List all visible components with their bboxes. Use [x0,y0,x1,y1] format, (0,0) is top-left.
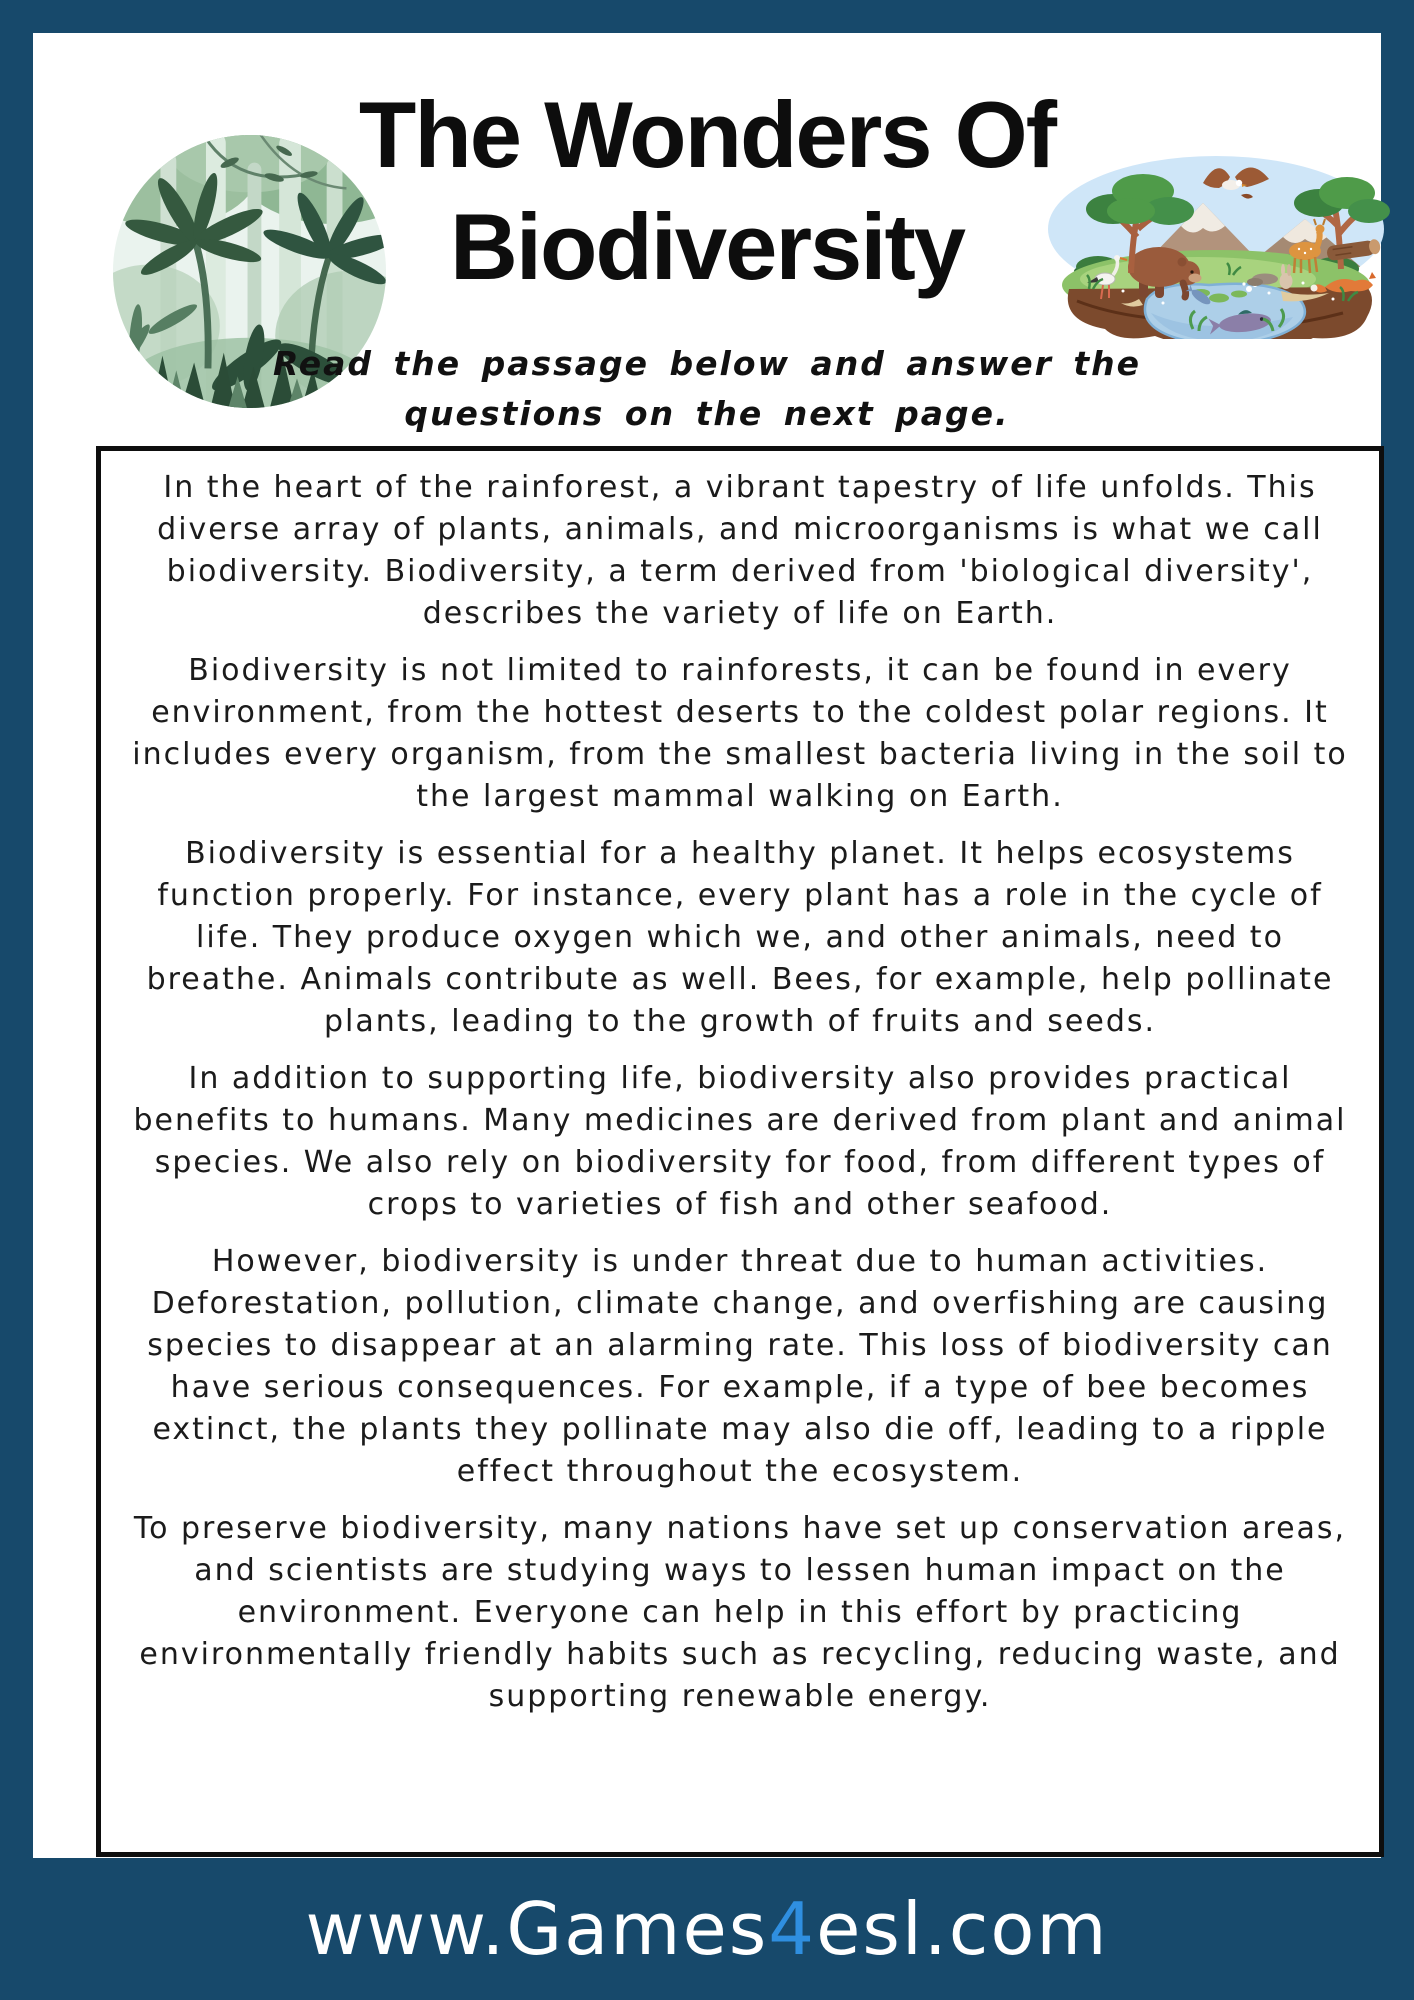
website-url [305,1887,1108,1971]
wildlife-scene-icon [1043,151,1395,339]
website-url-suffix: esl.com [816,1887,1109,1971]
instruction-text [33,339,1381,439]
website-url-prefix: www.Games [305,1887,769,1971]
wildlife-ecosystem-illustration [1043,151,1395,339]
passage-paragraph: However, biodiversity is under threat due to human activities. Deforestation, pollution, climate change, and overfishing are causing species to disappear at an alarming rate. This loss of biodiversity can have serious consequences. For example, if a type of bee becomes extinct, the plants they pollinate may also die off, leading to a ripple effect throughout the ecosystem. [147,1244,1333,1489]
worksheet-content-area [33,33,1381,1858]
passage-paragraph: Biodiversity is essential for a healthy planet. It helps ecosystems function properly. For instance, every plant has a role in the cycle of life. They produce oxygen which we, and other animals, need to breathe. Animals contribute as well. Bees, for example, help pollinate plants, leading to the growth of fruits and seeds. [146,836,1334,1039]
instruction-line2: questions on the next page. [404,394,1010,433]
passage-paragraph: Biodiversity is not limited to rainforests, it can be found in every environment, from the hottest deserts to the coldest polar regions. It includes every organism, from the smallest bacteria living in the soil to the largest mammal walking on Earth. [132,653,1348,814]
page-title-line2: Biodiversity [449,194,965,299]
passage-paragraph: To preserve biodiversity, many nations have set up conservation areas, and scientists are studying ways to lessen human impact on the environment. Everyone can help in this effort by practicing environmentally friendly habits such as recycling, reducing waste, and supporting renewable energy. [133,1511,1347,1714]
passage-paragraph: In addition to supporting life, biodiversity also provides practical benefits to humans. Many medicines are derived from plant and animal species. We also rely on biodiversity for food, from different types of crops to varieties of fish and other seafood. [133,1061,1347,1222]
footer-band [0,1858,1414,2000]
instruction-line1: Read the passage below and answer the [272,344,1142,383]
page-title-line1: The Wonders Of [358,82,1056,187]
website-url-accent: 4 [768,1887,817,1971]
reading-passage [96,446,1384,1857]
passage-paragraph: In the heart of the rainforest, a vibrant tapestry of life unfolds. This diverse array of plants, animals, and microorganisms is what we call biodiversity. Biodiversity, a term derived from 'biological diversity', describes the variety of life on Earth. [157,470,1323,631]
